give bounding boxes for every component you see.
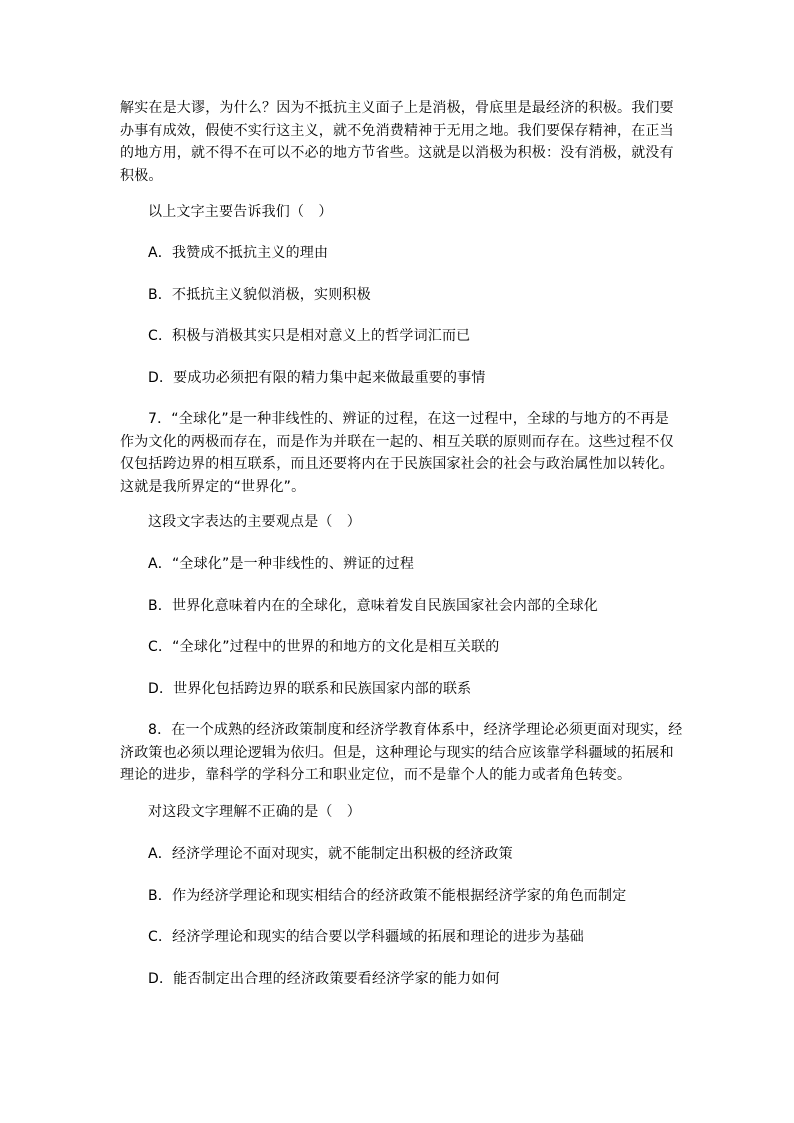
passage-line: 8．在一个成熟的经济政策制度和经济学教育体系中，经济学理论必须更面对现实，经: [148, 722, 683, 738]
question-6-option-c: C．积极与消极其实只是相对意义上的哲学词汇而已: [148, 328, 471, 344]
question-7-option-c: C．“全球化”过程中的世界的和地方的文化是相互关联的: [148, 639, 500, 655]
question-7-option-a: A．“全球化”是一种非线性的、辨证的过程: [148, 556, 415, 572]
question-7-option-d: D．世界化包括跨边界的联系和民族国家内部的联系: [148, 681, 472, 697]
question-7-passage: [120, 408, 676, 498]
question-8-option-b: B．作为经济学理论和现实相结合的经济政策不能根据经济学家的角色而制定: [148, 888, 627, 904]
question-8-option-a: A．经济学理论不面对现实，就不能制定出积极的经济政策: [148, 846, 513, 862]
passage-line: 济政策也必须以理论逻辑为依归。但是，这种理论与现实的结合应该靠学科疆域的拓展和: [120, 744, 674, 761]
passage-line: 理论的进步，靠科学的学科分工和职业定位，而不是靠个人的能力或者角色转变。: [120, 767, 632, 783]
question-8-option-c: C．经济学理论和现实的结合要以学科疆域的拓展和理论的进步为基础: [148, 929, 584, 945]
passage-line: 作为文化的两极而存在，而是作为并联在一起的、相互关联的原则而存在。这些过程不仅: [120, 433, 674, 450]
question-8-stem: 对这段文字理解不正确的是（ ）: [148, 804, 361, 820]
question-8-option-d: D．能否制定出合理的经济政策要看经济学家的能力如何: [148, 971, 500, 987]
passage-line: 办事有成效，假使不实行这主义，就不免消费精神于无用之地。我们要保存精神，在正当: [120, 122, 674, 139]
question-7-stem: 这段文字表达的主要观点是（ ）: [148, 514, 361, 530]
passage-intro: [120, 97, 676, 187]
question-8-passage: [120, 719, 683, 787]
question-6-option-d: D．要成功必须把有限的精力集中起来做最重要的事情: [148, 370, 486, 386]
passage-line: 7．“全球化”是一种非线性的、辨证的过程，在这一过程中，全球的与地方的不再是: [148, 411, 670, 427]
passage-line: 这就是我所界定的“世界化”。: [120, 478, 306, 495]
passage-line: 仅包括跨边界的相互联系，而且还要将内在于民族国家社会的社会与政治属性加以转化。: [120, 456, 674, 472]
question-6-option-a: A．我赞成不抵抗主义的理由: [148, 245, 329, 261]
question-6-option-b: B．不抵抗主义貌似消极，实则积极: [148, 287, 371, 303]
passage-line: 解实在是大谬，为什么？因为不抵抗主义面子上是消极，骨底里是最经济的积极。我们要: [120, 100, 674, 116]
question-6-stem: 以上文字主要告诉我们（ ）: [148, 204, 333, 220]
question-7-option-b: B．世界化意味着内在的全球化，意味着发自民族国家社会内部的全球化: [148, 598, 599, 614]
passage-line: 的地方用，就不得不在可以不必的地方节省些。这就是以消极为积极：没有消极，就没有: [120, 145, 674, 161]
passage-line: 积极。: [120, 167, 163, 184]
